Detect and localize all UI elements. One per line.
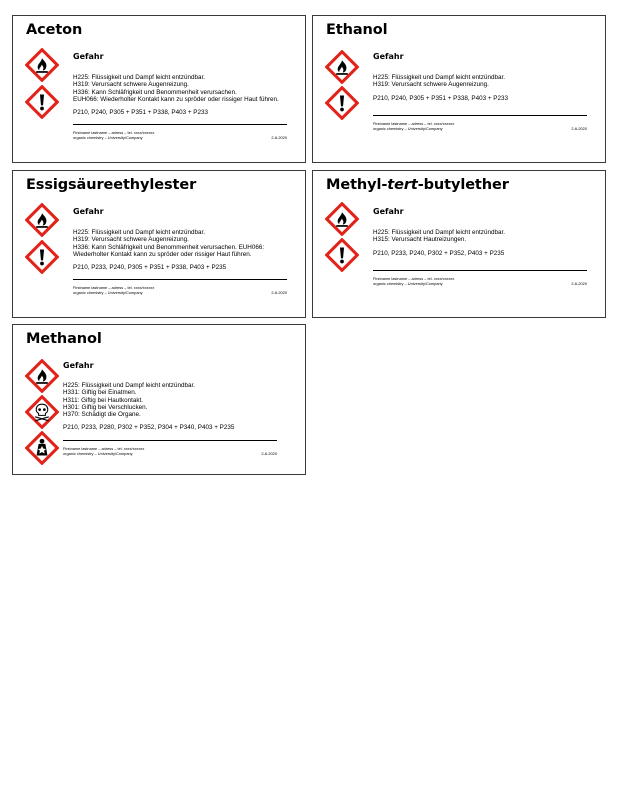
substance-name: Essigsäureethylester xyxy=(26,177,197,193)
footer-divider xyxy=(373,115,587,116)
footer-divider xyxy=(63,440,277,441)
label-ethanol xyxy=(312,15,606,163)
substance-name xyxy=(326,177,509,193)
h-statement: H331: Giftig bei Einatmen. xyxy=(63,389,137,397)
hazard-statements xyxy=(373,74,587,89)
exclamation-icon xyxy=(325,86,359,120)
substance-name: Aceton xyxy=(26,22,83,38)
substance-name: Ethanol xyxy=(326,22,388,38)
h-statement: H225: Flüssigkeit und Dampf leicht entzündbar. xyxy=(373,229,505,236)
h-statement: H370: Schädigt die Organe. xyxy=(63,411,141,419)
footer-contact: Firstname lastname – adress – tel. xxxx/xxxxxx xyxy=(73,130,155,136)
h-statement: H225: Flüssigkeit und Dampf leicht entzündbar. xyxy=(63,382,195,389)
signal-word: Gefahr xyxy=(373,207,404,216)
flame-icon xyxy=(325,50,359,84)
label-essigsaeureethylester xyxy=(12,170,306,318)
label-aceton xyxy=(12,15,306,163)
flame-icon xyxy=(25,48,59,82)
label-methyl-tert-butylether xyxy=(312,170,606,318)
h-statement: H311: Giftig bei Hautkontakt. xyxy=(63,396,144,404)
signal-word: Gefahr xyxy=(63,361,94,370)
footer-date: 2-6-2020 xyxy=(571,125,587,131)
h-statement: EUH066: Wiederholter Kontakt kann zu spröder oder rissiger Haut führen. xyxy=(73,95,279,103)
footer-organization: organic chemistry – University/Company xyxy=(373,125,443,131)
skull-crossbones-icon xyxy=(25,395,59,429)
precautionary-statements: P210, P233, P240, P305 + P351 + P338, P403 + P235 xyxy=(73,264,227,272)
exclamation-icon xyxy=(25,85,59,119)
footer-date: 2-6-2020 xyxy=(271,135,287,141)
h-statement: H301: Giftig bei Verschlucken. xyxy=(63,403,148,411)
footer-date: 2-6-2020 xyxy=(271,290,287,296)
signal-word: Gefahr xyxy=(73,52,104,61)
name-part-italic: tert xyxy=(387,177,418,193)
footer-divider xyxy=(373,270,587,271)
hazard-statements xyxy=(63,382,277,418)
name-part: Methyl- xyxy=(326,177,388,193)
substance-name: Methanol xyxy=(26,331,102,347)
hazard-statements xyxy=(73,74,287,103)
h-statement: H225: Flüssigkeit und Dampf leicht entzündbar. xyxy=(373,74,505,81)
footer-organization: organic chemistry – University/Company xyxy=(73,135,143,141)
exclamation-icon xyxy=(325,238,359,272)
footer-organization: organic chemistry – University/Company xyxy=(373,280,443,286)
precautionary-statements: P210, P233, P280, P302 + P352, P304 + P340, P403 + P235 xyxy=(63,424,235,432)
footer-organization: organic chemistry – University/Company xyxy=(63,450,133,456)
hazard-statements xyxy=(373,229,587,244)
precautionary-statements: P210, P233, P240, P302 + P352, P403 + P235 xyxy=(373,249,505,257)
footer-date: 2-6-2020 xyxy=(261,450,277,456)
label-footer xyxy=(373,121,587,131)
footer-organization: organic chemistry – University/Company xyxy=(73,290,143,296)
footer-contact: Firstname lastname – adress – tel. xxxx/xxxxxx xyxy=(373,275,455,281)
precautionary-statements: P210, P240, P305 + P351 + P338, P403 + P233 xyxy=(373,94,508,102)
name-part: -butylether xyxy=(417,177,509,193)
exclamation-icon xyxy=(25,240,59,274)
signal-word: Gefahr xyxy=(73,207,104,216)
precautionary-statements: P210, P240, P305 + P351 + P338, P403 + P233 xyxy=(73,109,208,117)
label-methanol xyxy=(12,324,306,475)
h-statement: H315: Verursacht Hautreizungen. xyxy=(373,236,467,244)
h-statement: H319: Verursacht schwere Augenreizung. xyxy=(73,81,189,89)
flame-icon xyxy=(25,359,59,393)
label-footer xyxy=(73,130,287,140)
footer-divider xyxy=(73,279,287,280)
h-statement: H225: Flüssigkeit und Dampf leicht entzündbar. xyxy=(73,229,205,236)
footer-contact: Firstname lastname – adress – tel. xxxx/xxxxxx xyxy=(73,285,155,291)
h-statement: H336: Kann Schläfrigkeit und Benommenheit verursachen. EUH066: Wiederholter Kontakt kann zu spröder oder rissiger Haut führen. xyxy=(73,243,265,258)
label-footer xyxy=(373,276,587,286)
footer-divider xyxy=(73,124,287,125)
flame-icon xyxy=(25,203,59,237)
footer-contact: Firstname lastname – adress – tel. xxxx/xxxxxx xyxy=(373,120,455,126)
h-statement: H319: Verursacht schwere Augenreizung. xyxy=(373,81,489,89)
footer-date: 2-6-2020 xyxy=(571,280,587,286)
footer-contact: Firstname lastname – adress – tel. xxxx/xxxxxx xyxy=(63,445,145,451)
signal-word: Gefahr xyxy=(373,52,404,61)
flame-icon xyxy=(325,202,359,236)
health-hazard-icon xyxy=(25,431,59,465)
label-footer xyxy=(73,285,287,295)
label-footer xyxy=(63,446,277,456)
h-statement: H319: Verursacht schwere Augenreizung. xyxy=(73,236,189,244)
h-statement: H225: Flüssigkeit und Dampf leicht entzündbar. xyxy=(73,74,205,81)
hazard-statements xyxy=(73,229,287,258)
h-statement: H336: Kann Schläfrigkeit und Benommenheit verursachen. xyxy=(73,88,237,96)
